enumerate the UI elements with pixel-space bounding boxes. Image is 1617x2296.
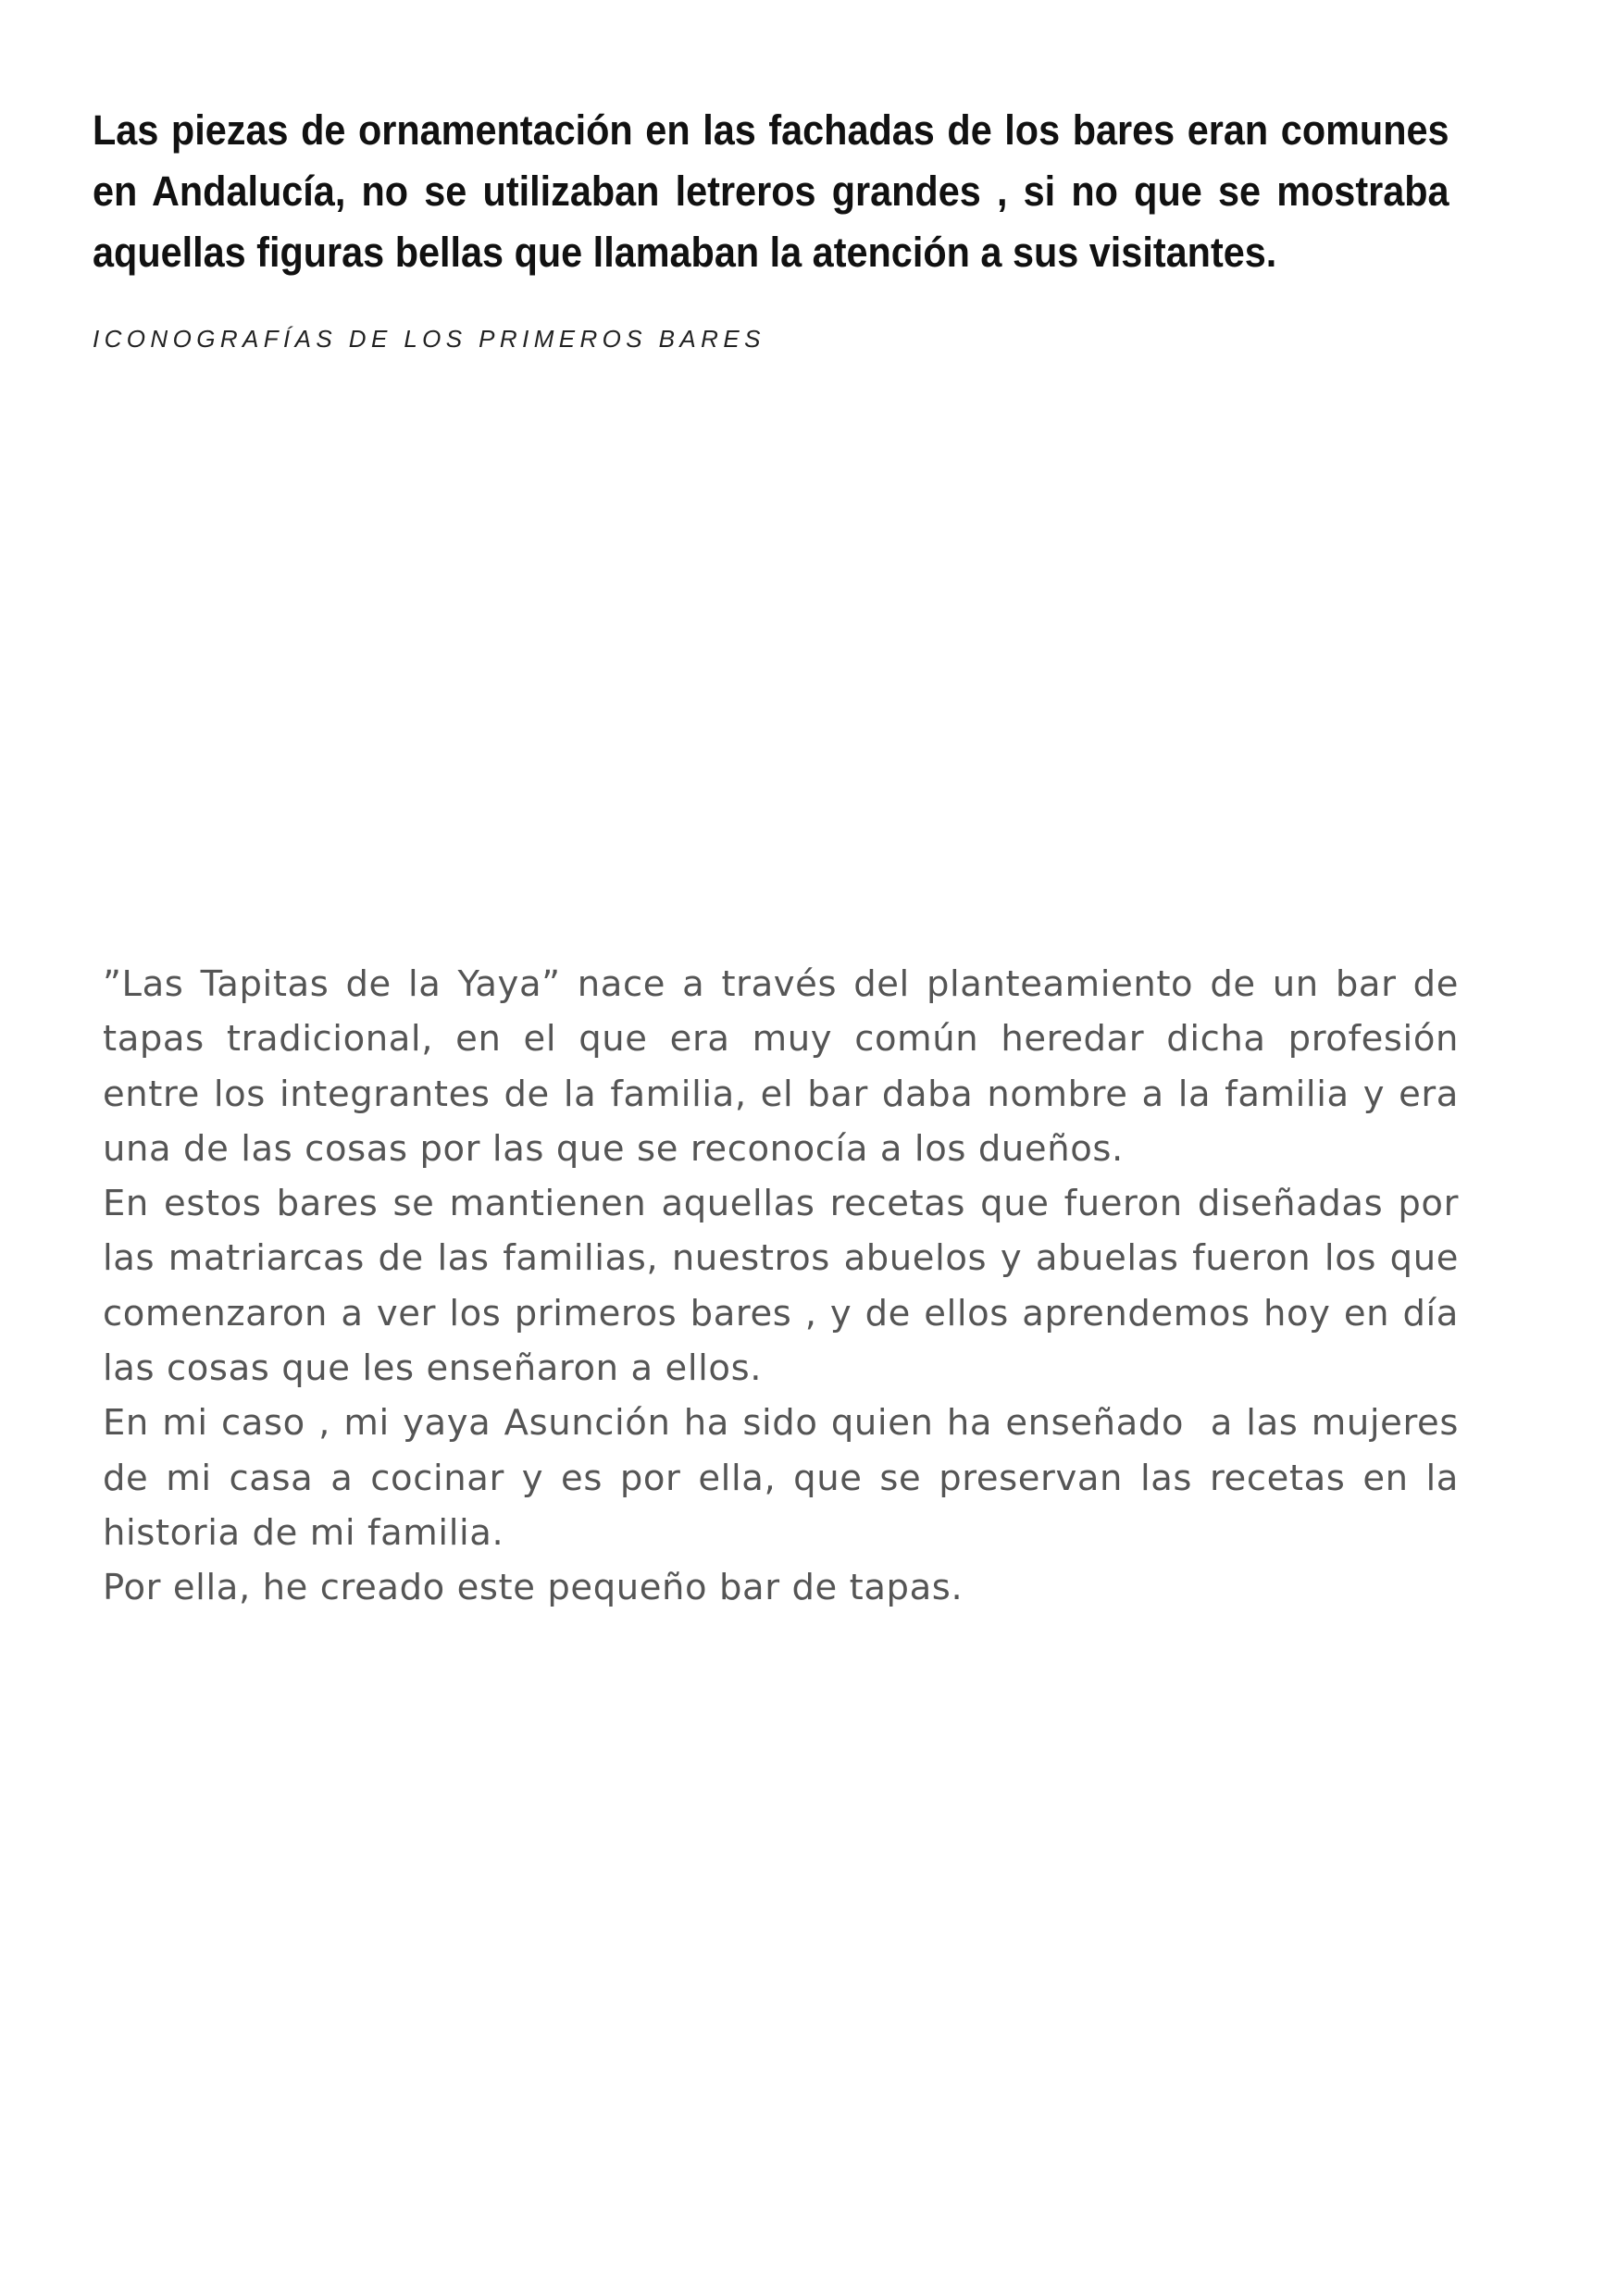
section-caption: ICONOGRAFÍAS DE LOS PRIMEROS BARES — [93, 325, 765, 353]
body-paragraph-2: En estos bares se mantienen aquellas recetas que fueron diseñadas por las matriarcas de las familias, nuestros abuelos y abuelas fueron los que comenzaron a ver los primeros bares , y de ellos aprendemos hoy en día las cosas que les enseñaron a ellos. — [103, 1183, 1471, 1390]
body-paragraph-3: En mi caso , mi yaya Asunción ha sido quien ha enseñado a las mujeres de mi casa a cocinar y es por ella, que se preservan las recetas en la historia de mi familia. — [103, 1402, 1471, 1554]
body-text — [103, 957, 1471, 1616]
body-paragraph-1: ”Las Tapitas de la Yaya” nace a través del planteamiento de un bar de tapas tradicional, en el que era muy común heredar dicha profesión entre los integrantes de la familia, el bar daba nombre a la familia y era una de las cosas por las que se reconocía a los dueños. — [103, 963, 1471, 1170]
body-paragraph-4: Por ella, he creado este pequeño bar de tapas. — [103, 1567, 964, 1609]
intro-heading: Las piezas de ornamentación en las fachadas de los bares eran comunes en Andalucía, no se utilizaban letreros grandes , si no que se mostraba aquellas figuras bellas que llamaban la atención a sus visitantes. — [93, 106, 1449, 276]
